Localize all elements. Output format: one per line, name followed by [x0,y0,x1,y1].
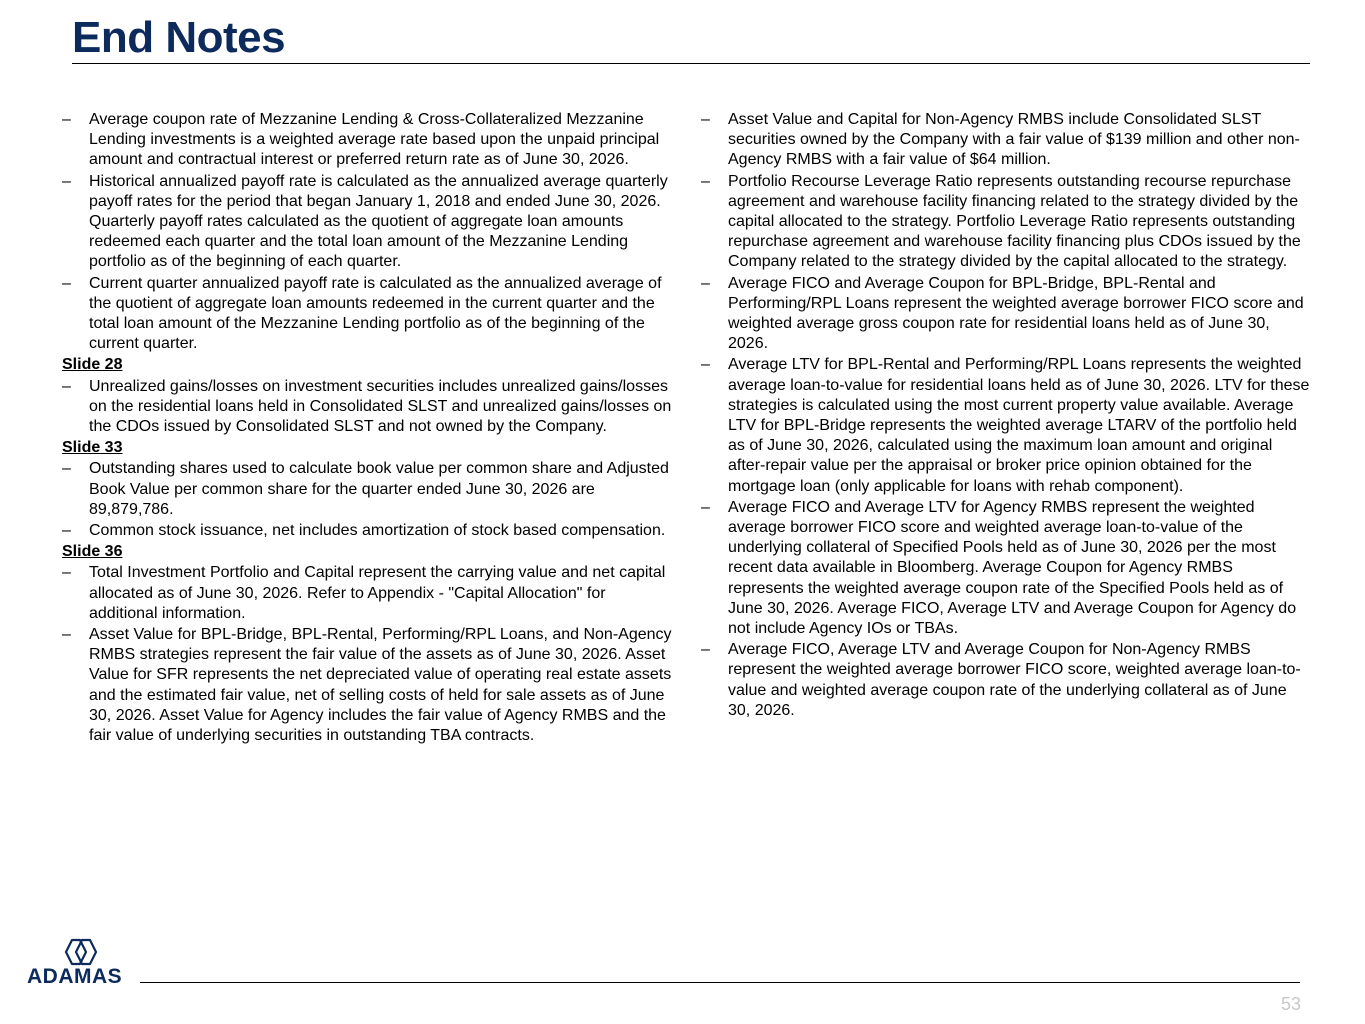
note-text: Average FICO, Average LTV and Average Coupon for Non-Agency RMBS represent the weighted average borrower FICO score, weighted average loan-to-value and weighted average coupon rate of the underlying collateral as of June 30, 2026. [728,641,1301,719]
note-text: Unrealized gains/losses on investment securities includes unrealized gains/losses on the residential loans held in Consolidated SLST and unrealized gains/losses on the CDOs issued by Consolidated SLST and not owned by the Company. [89,377,672,436]
note-item [62,459,672,520]
dash-bullet: – [62,274,71,292]
company-logo [27,938,137,990]
dash-bullet: – [701,498,710,516]
note-item [62,563,672,624]
note-text: Outstanding shares used to calculate book value per common share and Adjusted Book Value per common share for the quarter ended June 30, 2026 are 89,879,786. [89,460,669,518]
note-text: Average LTV for BPL-Rental and Performing/RPL Loans represents the weighted average loan-to-value for residential loans held as of June 30, 2026. LTV for these strategies is calculated using the most current property value available. Average LTV for BPL-Bridge represents the weighted average LTARV of the portfolio held as of June 30, 2026, calculated using the maximum loan amount and original after-repair value per the appraisal or broker price opinion obtained for the mortgage loan (only applicable for loans with rehab component). [728,356,1310,495]
page-title: End Notes [72,13,286,62]
slide-heading-33: Slide 33 [62,439,123,457]
dash-bullet: – [62,626,71,644]
dash-bullet: – [701,111,710,128]
note-item [62,625,672,746]
note-item [62,521,672,541]
dash-bullet: – [62,111,71,128]
dash-bullet: – [62,377,71,395]
note-item [62,274,672,355]
dash-bullet: – [701,641,710,659]
adamas-diamond-logo-icon [63,938,99,966]
note-text: Current quarter annualized payoff rate is calculated as the annualized average of the quotient of aggregate loan amounts redeemed in the current quarter and the total loan amount of the Mezzanine Lending portfolio as of the beginning of the current quarter. [89,274,662,353]
page-number: 53 [1280,994,1301,1014]
note-text: Average FICO and Average LTV for Agency RMBS represent the weighted average borrower FICO score and weighted average loan-to-value of the underlying collateral of Specified Pools held as of June 30, 2026 per the most recent data available in Bloomberg. Average Coupon for Agency RMBS represents the weighted average coupon rate of the Specified Pools held as of June 30, 2026. Average FICO, Average LTV and Average Coupon for Agency do not include Agency IOs or TBAs. [728,498,1297,638]
slide-heading-36: Slide 36 [62,543,123,561]
note-text: Historical annualized payoff rate is calculated as the annualized average quarterly payoff rates for the period that began January 1, 2018 and ended June 30, 2026. Quarterly payoff rates calculated as the quotient of aggregate loan amounts redeemed each quarter and the total loan amount of the Mezzanine Lending portfolio as of the beginning of each quarter. [89,172,668,271]
note-item [701,640,1311,721]
note-item [62,172,672,273]
note-text: Asset Value and Capital for Non-Agency RMBS include Consolidated SLST securities owned by the Company with a fair value of $139 million and other non-Agency RMBS with a fair value of $64 million. [728,111,1300,169]
note-text: Common stock issuance, net includes amortization of stock based compensation. [89,522,666,540]
note-item [701,498,1311,639]
dash-bullet: – [701,172,710,190]
logo-wordmark: ADAMAS [27,965,123,988]
slide-heading-28: Slide 28 [62,356,123,374]
note-item [62,110,672,171]
dash-bullet: – [62,522,71,540]
note-item [701,172,1311,273]
dash-bullet: – [701,356,710,374]
dash-bullet: – [62,460,71,478]
note-text: Asset Value for BPL-Bridge, BPL-Rental, Performing/RPL Loans, and Non-Agency RMBS strategies represent the fair value of the assets as of June 30, 2026. Asset Value for SFR represents the net depreciated value of operating real estate assets and the estimated fair value, net of selling costs of held for sale assets as of June 30, 2026. Asset Value for Agency includes the fair value of Agency RMBS and the fair value of underlying securities in outstanding TBA contracts. [89,626,672,745]
dash-bullet: – [62,564,71,582]
dash-bullet: – [701,274,710,292]
title-divider [72,63,1310,64]
note-text: Total Investment Portfolio and Capital represent the carrying value and net capital allocated as of June 30, 2026. Refer to Appendix - "Capital Allocation" for additional information. [89,564,666,622]
note-item [701,355,1311,496]
dash-bullet: – [62,172,71,190]
right-notes-column [701,110,1311,722]
note-item [62,377,672,438]
note-text: Average FICO and Average Coupon for BPL-Bridge, BPL-Rental and Performing/RPL Loans represent the weighted average borrower FICO score and weighted average gross coupon rate for residential loans held as of June 30, 2026. [728,274,1304,353]
note-item [701,274,1311,355]
note-item [701,110,1311,171]
left-notes-column [62,110,672,747]
footer-divider [140,982,1300,983]
note-text: Average coupon rate of Mezzanine Lending & Cross-Collateralized Mezzanine Lending investments is a weighted average rate based upon the unpaid principal amount and contractual interest or preferred return rate as of June 30, 2026. [89,111,660,169]
note-text: Portfolio Recourse Leverage Ratio represents outstanding recourse repurchase agreement and warehouse facility financing related to the strategy divided by the capital allocated to the strategy. Portfolio Leverage Ratio represents outstanding repurchase agreement and warehouse facility financing plus CDOs issued by the Company related to the strategy divided by the capital allocated to the strategy. [728,172,1301,271]
